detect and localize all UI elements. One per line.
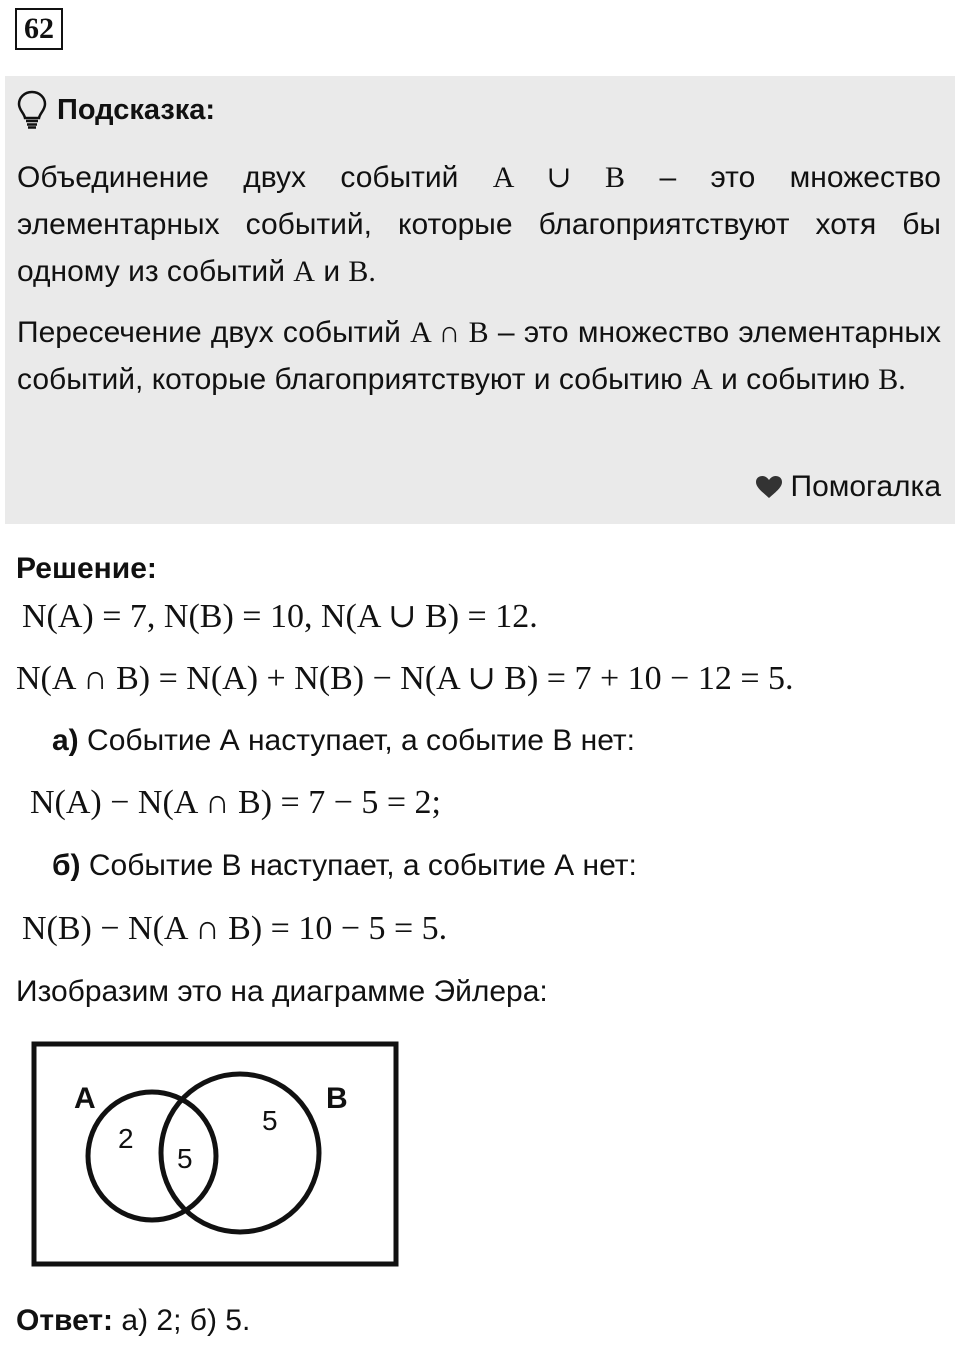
set-a-circle [88,1092,216,1220]
part-b-statement [52,849,637,883]
equation-given: N(A) = 7, N(B) = 10, N(A ∪ B) = 12. [22,598,538,635]
diagram-intro: Изобразим это на диаграмме Эйлера: [16,975,548,1008]
hint-box [5,76,955,524]
set-b-label: B [326,1082,348,1115]
heart-icon [755,475,783,499]
equation-part-a: N(A) − N(A ∩ B) = 7 − 5 = 2; [30,784,442,821]
euler-diagram [30,1040,402,1272]
part-b-text: Событие В наступает, а событие А нет: [88,849,637,882]
part-a-statement [52,724,635,758]
hint-intersection-definition: Пересечение двух событий A ∩ B – это множество элементарных событий, которые благоприятствуют и событию A и событию B. [17,316,941,396]
solution-title: Решение: [16,552,157,585]
only-a-count: 2 [118,1123,134,1154]
intersection-count: 5 [177,1143,193,1174]
part-a-label: а) [52,724,79,757]
answer [16,1304,250,1338]
part-b-label: б) [52,849,81,882]
equation-intersection: N(A ∩ B) = N(A) + N(B) − N(A ∪ B) = 7 + 10 − 12 = 5. [16,660,794,697]
hint-title: Подсказка: [57,93,216,126]
answer-text: а) 2; б) 5. [121,1304,251,1337]
lightbulb-icon [17,90,47,130]
brand-label: Помогалка [790,470,941,503]
equation-part-b: N(B) − N(A ∩ B) = 10 − 5 = 5. [22,910,448,947]
task-number: 62 [15,8,63,50]
only-b-count: 5 [262,1105,278,1136]
answer-label: Ответ: [16,1304,114,1337]
hint-header [17,84,941,136]
hint-union-definition: Объединение двух событий A ∪ B – это множество элементарных событий, которые благоприятствуют хотя бы одному из событий A и B. [17,161,941,288]
set-a-label: A [74,1082,96,1115]
part-a-text: Событие А наступает, а событие В нет: [87,724,635,757]
brand-link[interactable] [755,470,942,504]
